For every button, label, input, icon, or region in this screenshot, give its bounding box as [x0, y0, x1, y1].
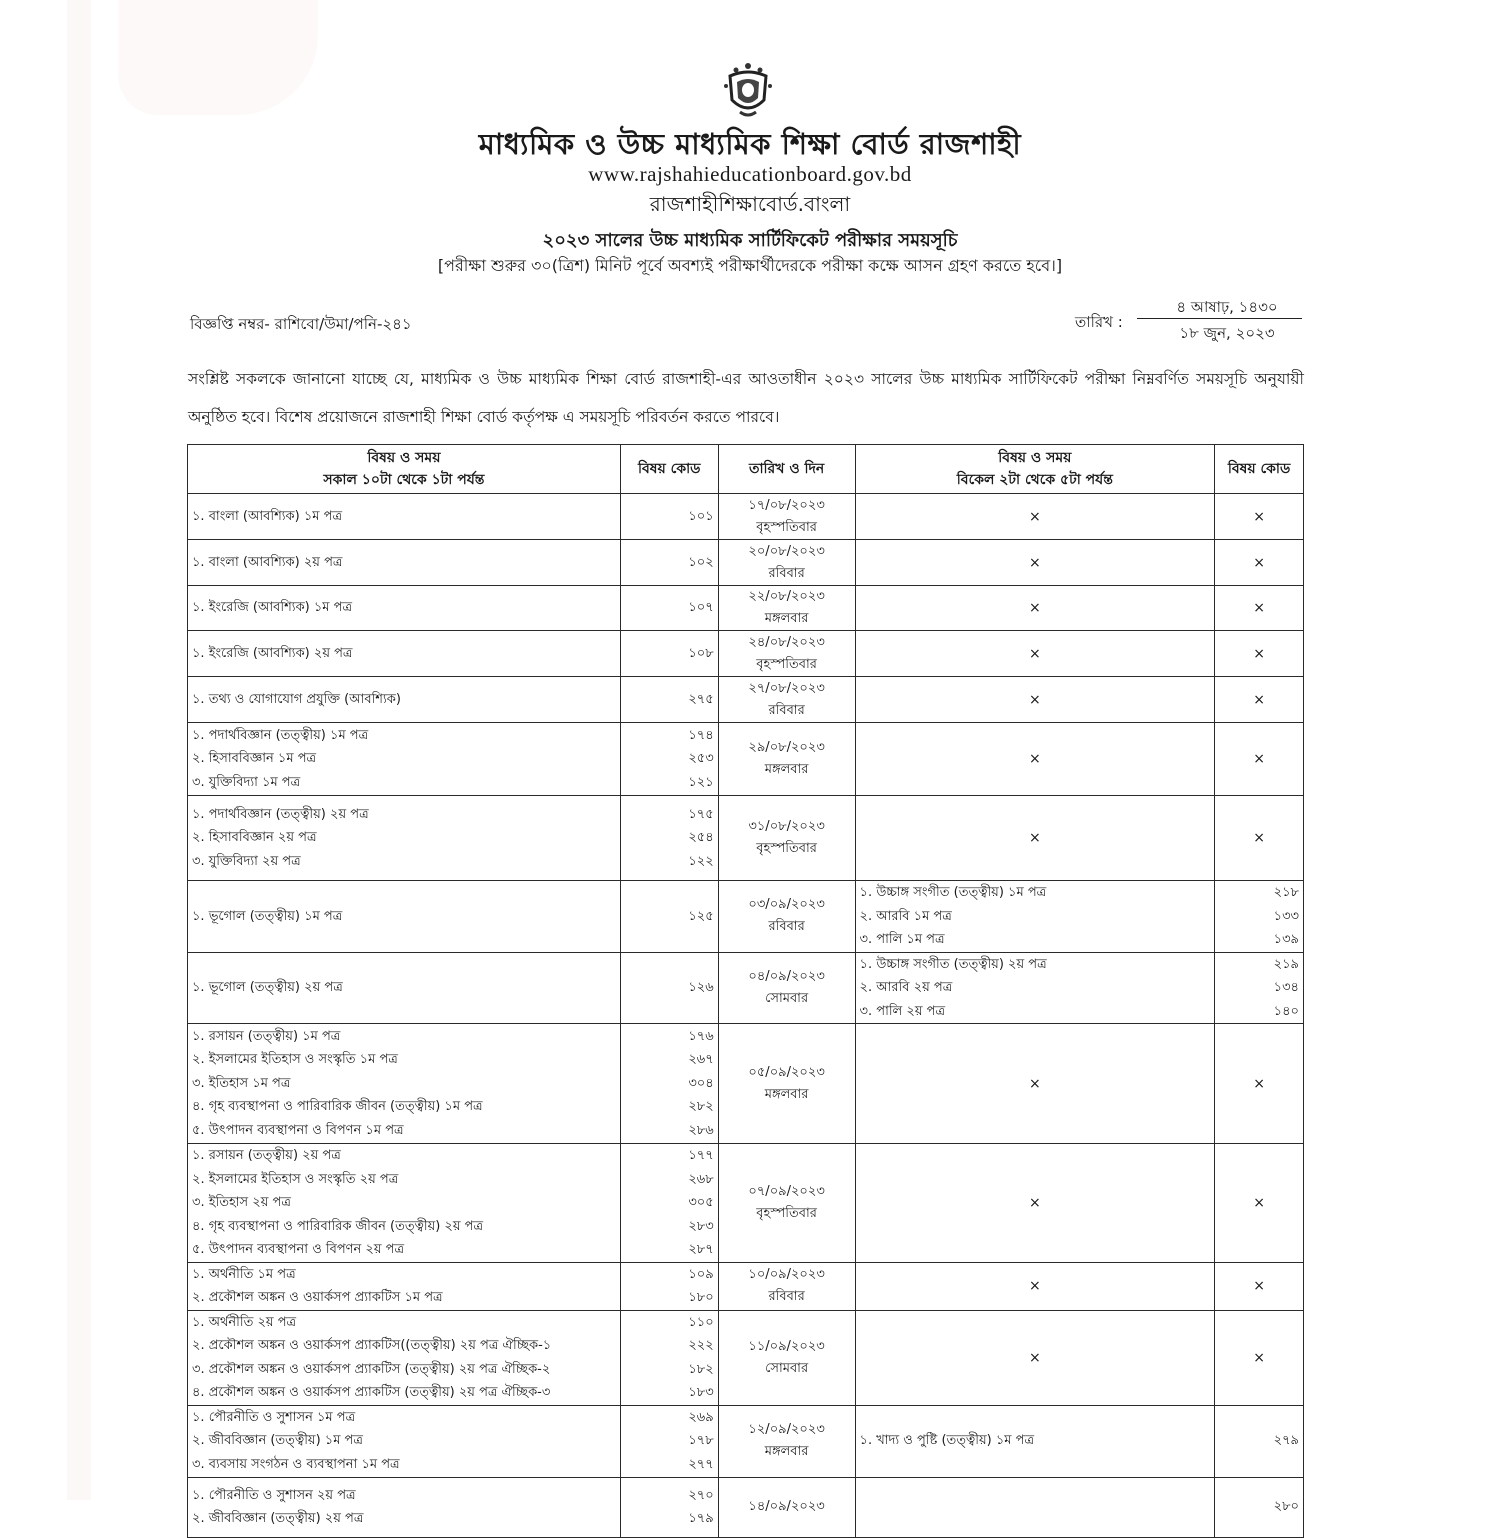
exam-date-cell [718, 723, 855, 796]
subject-item: ১. বাংলা (আবশ্যিক) ২য় পত্র [192, 554, 343, 570]
exam-date-cell [718, 796, 855, 881]
table-row [188, 677, 1304, 723]
subject-code: ২৬৮ [688, 1171, 714, 1187]
notice-number: বিজ্ঞপ্তি নম্বর- রাশিবো/উমা/পনি-২৪১ [190, 315, 412, 333]
exam-date: ০৪/০৯/২০২৩ [748, 968, 825, 984]
subject-item: ৩. পালি ২য় পত্র [859, 1003, 945, 1019]
subject-code: ২৮৩ [688, 1218, 714, 1234]
date-english-calendar: ১৮ জুন, ২০২৩ [1179, 324, 1275, 342]
subject-code-cell [620, 1477, 718, 1537]
scan-smudge [118, 0, 318, 115]
afternoon-code-cell [1215, 494, 1304, 540]
table-row [188, 1310, 1304, 1405]
subject-code-cell [620, 1310, 718, 1405]
subject-item: ১. বাংলা (আবশ্যিক) ১ম পত্র [192, 508, 343, 524]
morning-subjects-cell [188, 494, 621, 540]
subject-item: ৪. গৃহ ব্যবস্থাপনা ও পারিবারিক জীবন (তত্ত্বীয়) ১ম পত্র [192, 1099, 483, 1115]
exam-day: বৃহস্পতিবার [756, 1205, 817, 1221]
scan-page-edge [67, 0, 91, 1500]
afternoon-subjects-cell [855, 881, 1215, 953]
exam-date: ১৭/০৮/২০২৩ [748, 497, 825, 513]
header-code: বিষয় কোড [620, 445, 718, 494]
no-exam-mark: × [1028, 1349, 1041, 1366]
header-code-afternoon: বিষয় কোড [1215, 445, 1304, 494]
morning-subjects-cell [188, 1405, 621, 1477]
subject-code: ১০৯ [688, 1266, 714, 1282]
afternoon-subjects-cell [855, 1405, 1215, 1477]
subject-code-cell [620, 1262, 718, 1310]
subject-code-cell [620, 540, 718, 586]
date-label: তারিখ : [1075, 313, 1123, 331]
date-bangla-calendar: ৪ আষাঢ়, ১৪৩০ [1176, 298, 1278, 316]
header-text: বিষয় ও সময় [998, 450, 1072, 466]
subject-item: ৩. ব্যবসায় সংগঠন ও ব্যবস্থাপনা ১ম পত্র [192, 1456, 400, 1472]
subject-code-cell [620, 677, 718, 723]
website-url: www.rajshahieducationboard.gov.bd [588, 162, 912, 186]
subject-item: ১. পৌরনীতি ও সুশাসন ১ম পত্র [192, 1409, 356, 1425]
subject-code: ১০৮ [688, 645, 714, 661]
subject-code: ১৭৫ [688, 806, 714, 822]
subject-code: ১৮০ [688, 1290, 714, 1305]
subject-item: ১. উচ্চাঙ্গ সংগীত (তত্ত্বীয়) ২য় পত্র [859, 956, 1047, 972]
morning-subjects-cell [188, 1310, 621, 1405]
subject-code: ৩০৫ [688, 1195, 714, 1210]
exam-date-cell [718, 1144, 855, 1263]
afternoon-code-cell [1215, 1310, 1304, 1405]
subject-item: ১. অর্থনীতি ২য় পত্র [192, 1314, 297, 1330]
exam-date-cell [718, 1405, 855, 1477]
table-row [188, 1477, 1304, 1537]
notice-date [1075, 296, 1305, 346]
subject-code: ২৫৪ [688, 830, 714, 846]
afternoon-code-cell [1215, 586, 1304, 631]
no-exam-mark: × [1253, 1349, 1265, 1366]
exam-date-cell [718, 677, 855, 723]
exam-date: ২৭/০৮/২০২৩ [748, 680, 825, 696]
afternoon-code-cell [1215, 1477, 1304, 1537]
afternoon-code-cell [1215, 1262, 1304, 1310]
afternoon-subjects-cell [855, 494, 1215, 540]
subject-code-cell [620, 494, 718, 540]
afternoon-code-cell [1215, 723, 1304, 796]
morning-subjects-cell [188, 796, 621, 881]
exam-day: মঙ্গলবার [764, 1086, 809, 1102]
exam-day: রবিবার [768, 702, 805, 718]
subject-item: ২. হিসাববিজ্ঞান ১ম পত্র [192, 751, 317, 767]
table-row [188, 1024, 1304, 1144]
subject-code: ১২৬ [688, 980, 714, 995]
subject-code: ১৭৯ [688, 1511, 714, 1526]
subject-code: ১১০ [688, 1314, 714, 1330]
exam-date: ২২/০৮/২০২৩ [748, 589, 825, 604]
table-row [188, 494, 1304, 540]
subject-code-cell [620, 723, 718, 796]
no-exam-mark: × [1028, 691, 1041, 708]
exam-date: ২৪/০৮/২০২৩ [748, 634, 825, 650]
exam-date: ২০/০৮/২০২৩ [748, 543, 825, 559]
subject-code: ২৬৯ [688, 1409, 714, 1425]
afternoon-code-cell [1215, 881, 1304, 953]
morning-subjects-cell [188, 586, 621, 631]
subject-item: ৩. যুক্তিবিদ্যা ১ম পত্র [192, 774, 301, 790]
morning-subjects-cell [188, 952, 621, 1024]
subject-item: ১. পদার্থবিজ্ঞান (তত্ত্বীয়) ২য় পত্র [192, 806, 369, 822]
subject-item: ১. পদার্থবিজ্ঞান (তত্ত্বীয়) ১ম পত্র [192, 727, 369, 743]
exam-schedule-table [187, 444, 1304, 1538]
exam-date: ৩১/০৮/২০২৩ [748, 819, 825, 834]
no-exam-mark: × [1253, 1075, 1265, 1092]
subject-item: ২. আরবি ১ম পত্র [859, 908, 952, 924]
subject-code: ১৭৪ [688, 727, 714, 743]
subject-item: ৩. ইতিহাস ১ম পত্র [192, 1075, 291, 1091]
subject-item: ৩. ইতিহাস ২য় পত্র [192, 1195, 291, 1210]
exam-instruction: [পরীক্ষা শুরুর ৩০(ত্রিশ) মিনিট পূর্বে অবশ্যই পরীক্ষার্থীদেরকে পরীক্ষা কক্ষে আসন গ্রহণ করতে হবে।] [437, 256, 1063, 275]
table-row [188, 631, 1304, 677]
subject-code-cell [620, 881, 718, 953]
no-exam-mark: × [1253, 554, 1265, 571]
exam-day: বৃহস্পতিবার [756, 656, 817, 672]
subject-item: ২. প্রকৌশল অঙ্কন ও ওয়ার্কসপ প্র্যাকটিস((তত্ত্বীয়) ২য় পত্র ঐচ্ছিক-১ [192, 1338, 552, 1353]
subject-code: ১২১ [688, 774, 714, 790]
afternoon-subjects-cell [855, 540, 1215, 586]
subject-code: ১৩৯ [1273, 932, 1299, 947]
subject-code: ১৮২ [688, 1361, 714, 1377]
no-exam-mark: × [1028, 1278, 1041, 1294]
subject-code: ১৭৮ [688, 1433, 714, 1449]
subject-item: ১. তথ্য ও যোগাযোগ প্রযুক্তি (আবশ্যিক) [192, 691, 401, 707]
no-exam-mark: × [1028, 1194, 1041, 1211]
subject-item: ৪. গৃহ ব্যবস্থাপনা ও পারিবারিক জীবন (তত্ত্বীয়) ২য় পত্র [192, 1218, 484, 1234]
subject-item: ৫. উৎপাদন ব্যবস্থাপনা ও বিপণন ২য় পত্র [192, 1242, 405, 1257]
table-row [188, 540, 1304, 586]
afternoon-subjects-cell [855, 1262, 1215, 1310]
board-title: মাধ্যমিক ও উচ্চ মাধ্যমিক শিক্ষা বোর্ড রাজশাহী [478, 127, 1022, 161]
subject-code: ২১৯ [1273, 956, 1299, 972]
no-exam-mark: × [1253, 508, 1265, 525]
no-exam-mark: × [1253, 691, 1265, 708]
exam-date: ২৯/০৮/২০২৩ [748, 740, 825, 755]
exam-day: রবিবার [768, 565, 805, 581]
table-header-row [188, 445, 1304, 494]
subject-item: ১. ইংরেজি (আবশ্যিক) ২য় পত্র [192, 645, 353, 661]
header-time: বিকেল ২টা থেকে ৫টা পর্যন্ত [956, 472, 1113, 488]
no-exam-mark: × [1253, 1194, 1265, 1211]
exam-day: রবিবার [768, 919, 805, 935]
no-exam-mark: × [1253, 1278, 1265, 1294]
subject-code: ২৭৫ [688, 691, 714, 707]
afternoon-code-cell [1215, 677, 1304, 723]
subject-code: ১২৫ [688, 908, 714, 924]
afternoon-code-cell [1215, 952, 1304, 1024]
subject-item: ২. জীববিজ্ঞান (তত্ত্বীয়) ২য় পত্র [192, 1511, 364, 1526]
exam-day: সোমবার [765, 1360, 809, 1376]
subject-code: ২৮২ [688, 1099, 714, 1115]
afternoon-subjects-cell [855, 1024, 1215, 1144]
exam-date: ১০/০৯/২০২৩ [748, 1267, 825, 1282]
no-exam-mark: × [1253, 830, 1265, 846]
afternoon-subjects-cell [855, 796, 1215, 881]
subject-code: ১৮৩ [688, 1385, 714, 1400]
subject-item: ২. জীববিজ্ঞান (তত্ত্বীয়) ১ম পত্র [192, 1433, 363, 1449]
subject-code: ১৭৬ [688, 1028, 714, 1044]
table-row [188, 1262, 1304, 1310]
afternoon-subjects-cell [855, 723, 1215, 796]
no-exam-mark: × [1028, 830, 1041, 846]
subject-code: ১০২ [688, 554, 714, 570]
table-row [188, 723, 1304, 796]
no-exam-mark: × [1028, 554, 1041, 571]
afternoon-subjects-cell [855, 1310, 1215, 1405]
schedule-title: ২০২৩ সালের উচ্চ মাধ্যমিক সার্টিফিকেট পরীক্ষার সময়সূচি [542, 230, 958, 251]
no-exam-mark: × [1028, 600, 1041, 616]
subject-code-cell [620, 1144, 718, 1263]
morning-subjects-cell [188, 881, 621, 953]
subject-item: ১. ইংরেজি (আবশ্যিক) ১ম পত্র [192, 600, 353, 616]
subject-item: ২. হিসাববিজ্ঞান ২য় পত্র [192, 830, 317, 846]
morning-subjects-cell [188, 1144, 621, 1263]
subject-item: ১. ভূগোল (তত্ত্বীয়) ২য় পত্র [192, 980, 343, 995]
afternoon-code-cell [1215, 631, 1304, 677]
header-afternoon-subject [855, 445, 1215, 494]
exam-date-cell [718, 540, 855, 586]
exam-date: ০৫/০৯/২০২৩ [748, 1064, 825, 1080]
exam-date-cell [718, 586, 855, 631]
header-text: বিষয় ও সময় [367, 450, 441, 466]
exam-date-cell [718, 1477, 855, 1537]
morning-subjects-cell [188, 723, 621, 796]
subject-code: ১৩৪ [1273, 980, 1299, 995]
table-row [188, 586, 1304, 631]
afternoon-code-cell [1215, 1144, 1304, 1263]
exam-date-cell [718, 881, 855, 953]
subject-code: ২৭৯ [1273, 1433, 1299, 1449]
header-time: সকাল ১০টা থেকে ১টা পর্যন্ত [323, 472, 485, 488]
afternoon-code-cell [1215, 540, 1304, 586]
subject-code: ১০৭ [688, 600, 714, 616]
subject-item: ১. ভূগোল (তত্ত্বীয়) ১ম পত্র [192, 908, 343, 924]
subject-code: ২৮৬ [688, 1122, 714, 1138]
subject-code: ১২২ [688, 853, 714, 869]
subject-code-cell [620, 631, 718, 677]
date-divider [1137, 318, 1302, 319]
no-exam-mark: × [1253, 751, 1265, 767]
subject-code: ২৬৭ [688, 1052, 714, 1068]
subject-item: ৩. প্রকৌশল অঙ্কন ও ওয়ার্কসপ প্র্যাকটিস (তত্ত্বীয়) ২য় পত্র ঐচ্ছিক-২ [192, 1361, 551, 1377]
exam-day: বৃহস্পতিবার [756, 841, 817, 856]
exam-day: মঙ্গলবার [764, 1444, 809, 1459]
subject-item: ১. রসায়ন (তত্ত্বীয়) ১ম পত্র [192, 1028, 341, 1044]
no-exam-mark: × [1253, 600, 1265, 616]
afternoon-code-cell [1215, 796, 1304, 881]
subject-code: ২৫৩ [688, 751, 714, 767]
no-exam-mark: × [1253, 645, 1265, 662]
subject-item: ১. খাদ্য ও পুষ্টি (তত্ত্বীয়) ১ম পত্র [859, 1433, 1035, 1449]
no-exam-mark: × [1028, 1075, 1041, 1092]
table-row [188, 1144, 1304, 1263]
subject-code: ২৮০ [1273, 1499, 1299, 1515]
bangla-website-url: রাজশাহীশিক্ষাবোর্ড.বাংলা [649, 192, 851, 216]
subject-code-cell [620, 1405, 718, 1477]
subject-item: ৩. যুক্তিবিদ্যা ২য় পত্র [192, 853, 301, 869]
morning-subjects-cell [188, 631, 621, 677]
exam-date-cell [718, 952, 855, 1024]
subject-code: ২২২ [688, 1338, 714, 1353]
board-emblem-icon [722, 60, 774, 122]
table-row [188, 796, 1304, 881]
exam-day: মঙ্গলবার [764, 611, 809, 626]
afternoon-subjects-cell [855, 586, 1215, 631]
table-row [188, 952, 1304, 1024]
exam-day: রবিবার [768, 1289, 805, 1304]
morning-subjects-cell [188, 1262, 621, 1310]
exam-day: মঙ্গলবার [764, 762, 809, 777]
subject-item: ২. ইসলামের ইতিহাস ও সংস্কৃতি ১ম পত্র [192, 1052, 398, 1068]
afternoon-subjects-cell [855, 631, 1215, 677]
exam-date-cell [718, 631, 855, 677]
subject-item: ৪. প্রকৌশল অঙ্কন ও ওয়ার্কসপ প্র্যাকটিস (তত্ত্বীয়) ২য় পত্র ঐচ্ছিক-৩ [192, 1385, 551, 1400]
subject-item: ২. ইসলামের ইতিহাস ও সংস্কৃতি ২য় পত্র [192, 1171, 399, 1187]
exam-date-cell [718, 1262, 855, 1310]
subject-item: ১. পৌরনীতি ও সুশাসন ২য় পত্র [192, 1487, 356, 1503]
subject-code: ২৭৭ [688, 1456, 714, 1472]
exam-date: ১২/০৯/২০২৩ [748, 1422, 825, 1437]
morning-subjects-cell [188, 1477, 621, 1537]
morning-subjects-cell [188, 540, 621, 586]
subject-code: ২৭০ [688, 1487, 714, 1503]
exam-date-cell [718, 1310, 855, 1405]
subject-code-cell [620, 1024, 718, 1144]
subject-item: ১. রসায়ন (তত্ত্বীয়) ২য় পত্র [192, 1148, 341, 1163]
header-date: তারিখ ও দিন [718, 445, 855, 494]
no-exam-mark: × [1028, 508, 1041, 525]
exam-date: ১৪/০৯/২০২৩ [748, 1499, 825, 1514]
no-exam-mark: × [1028, 751, 1041, 767]
exam-date: ১১/০৯/২০২৩ [748, 1338, 825, 1354]
subject-code: ১৩৩ [1273, 908, 1299, 924]
subject-item: ২. আরবি ২য় পত্র [859, 980, 953, 995]
subject-code: ২৮৭ [688, 1242, 714, 1257]
exam-day: বৃহস্পতিবার [756, 519, 817, 535]
subject-code-cell [620, 952, 718, 1024]
exam-day: সোমবার [765, 990, 809, 1006]
afternoon-subjects-cell [855, 677, 1215, 723]
subject-code-cell [620, 796, 718, 881]
subject-code: ১৪০ [1273, 1003, 1299, 1019]
subject-item: ১. অর্থনীতি ১ম পত্র [192, 1266, 296, 1282]
afternoon-code-cell [1215, 1405, 1304, 1477]
table-body [188, 494, 1304, 1538]
header-morning-subject [188, 445, 621, 494]
subject-code: ১০১ [688, 508, 714, 524]
exam-date-cell [718, 1024, 855, 1144]
subject-code-cell [620, 586, 718, 631]
morning-subjects-cell [188, 677, 621, 723]
subject-code: ১৭৭ [688, 1148, 714, 1163]
afternoon-subjects-cell [855, 1477, 1215, 1537]
exam-date: ০৭/০৯/২০২৩ [748, 1183, 825, 1199]
table-row [188, 1405, 1304, 1477]
afternoon-code-cell [1215, 1024, 1304, 1144]
subject-item: ৩. পালি ১ম পত্র [859, 932, 945, 947]
afternoon-subjects-cell [855, 952, 1215, 1024]
subject-item: ৫. উৎপাদন ব্যবস্থাপনা ও বিপণন ১ম পত্র [192, 1122, 404, 1138]
afternoon-subjects-cell [855, 1144, 1215, 1263]
table-row [188, 881, 1304, 953]
subject-code: ২১৮ [1273, 885, 1299, 900]
subject-item: ১. উচ্চাঙ্গ সংগীত (তত্ত্বীয়) ১ম পত্র [859, 885, 1047, 900]
notice-body: সংশ্লিষ্ট সকলকে জানানো যাচ্ছে যে, মাধ্যমিক ও উচ্চ মাধ্যমিক শিক্ষা বোর্ড রাজশাহী-এর আওতাধীন ২০২৩ সালের উচ্চ মাধ্যমিক সার্টিফিকেট পরীক্ষা নিম্নবর্ণিত সময়সূচি অনুযায়ী অনুষ্ঠিত হবে। বিশেষ প্রয়োজনে রাজশাহী শিক্ষা বোর্ড কর্তৃপক্ষ এ সময়সূচি পরিবর্তন করতে পারবে। [188, 370, 1304, 426]
exam-date: ০৩/০৯/২০২৩ [748, 897, 825, 913]
subject-code: ৩০৪ [688, 1075, 714, 1091]
morning-subjects-cell [188, 1024, 621, 1144]
exam-date-cell [718, 494, 855, 540]
no-exam-mark: × [1028, 645, 1041, 662]
subject-item: ২. প্রকৌশল অঙ্কন ও ওয়ার্কসপ প্র্যাকটিস ১ম পত্র [192, 1290, 443, 1305]
